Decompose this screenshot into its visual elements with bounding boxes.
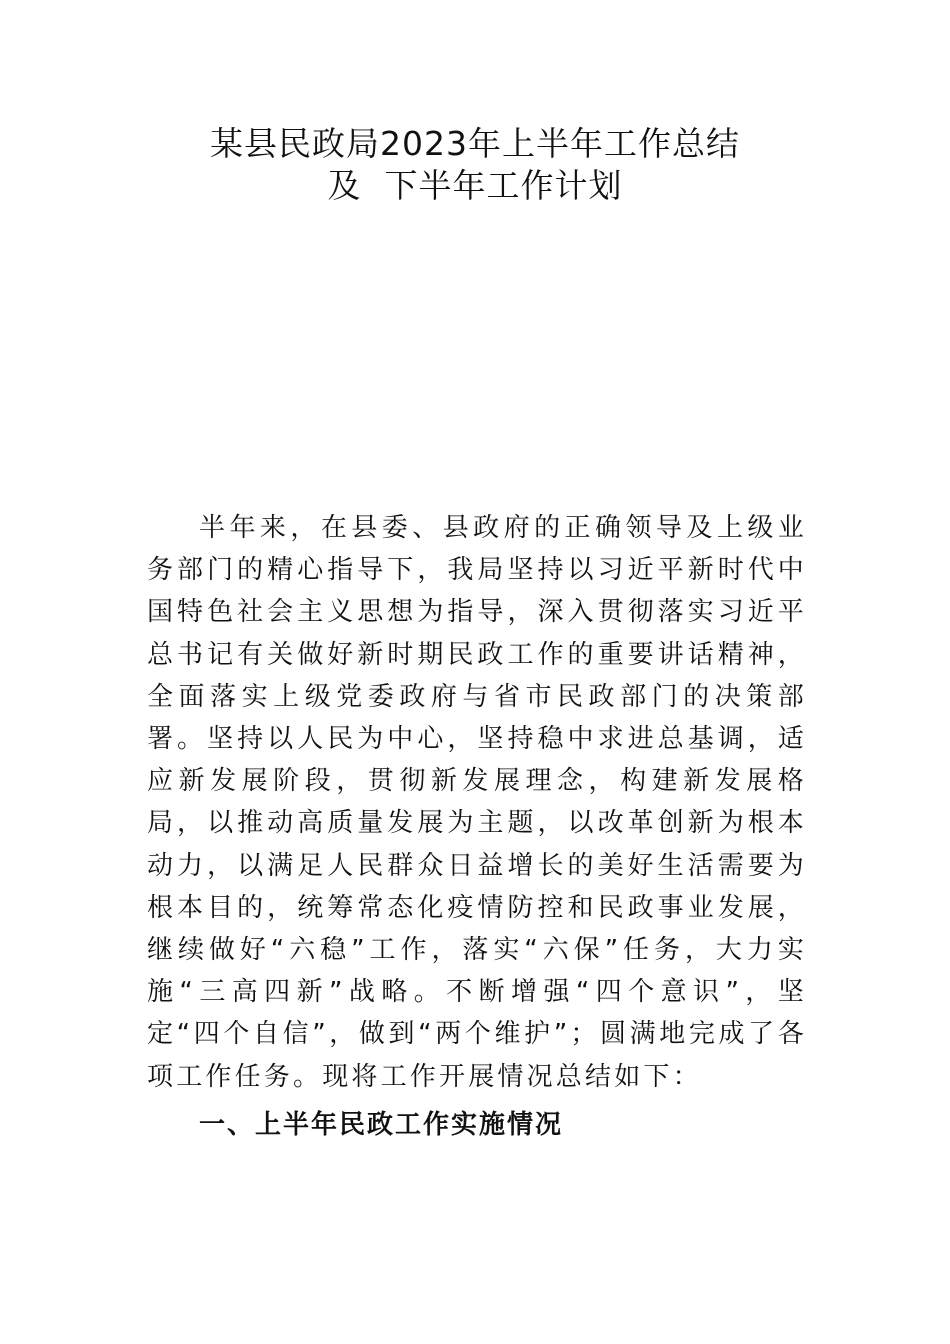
- document-title-line-1: 某县民政局2023年上半年工作总结: [210, 124, 740, 163]
- section-heading-1: 一、上半年民政工作实施情况: [199, 1109, 564, 1140]
- document-title-line-2: 及 下半年工作计划: [327, 166, 623, 205]
- document-body: [147, 507, 807, 1146]
- intro-paragraph: 半年来，在县委、县政府的正确领导及上级业务部门的精心指导下，我局坚持以习近平新时代中国特色社会主义思想为指导，深入贯彻落实习近平总书记有关做好新时期民政工作的重要讲话精神，全面落实上级党委政府与省市民政部门的决策部署。坚持以人民为中心，坚持稳中求进总基调，适应新发展阶段，贯彻新发展理念，构建新发展格局，以推动高质量发展为主题，以改革创新为根本动力，以满足人民群众日益增长的美好生活需要为根本目的，统筹常态化疫情防控和民政事业发展，继续做好“六稳”工作，落实“六保”任务，大力实施“三高四新”战略。不断增强“四个意识”，坚定“四个自信”，做到“两个维护”；圆满地完成了各项工作任务。现将工作开展情况总结如下：: [147, 513, 807, 1092]
